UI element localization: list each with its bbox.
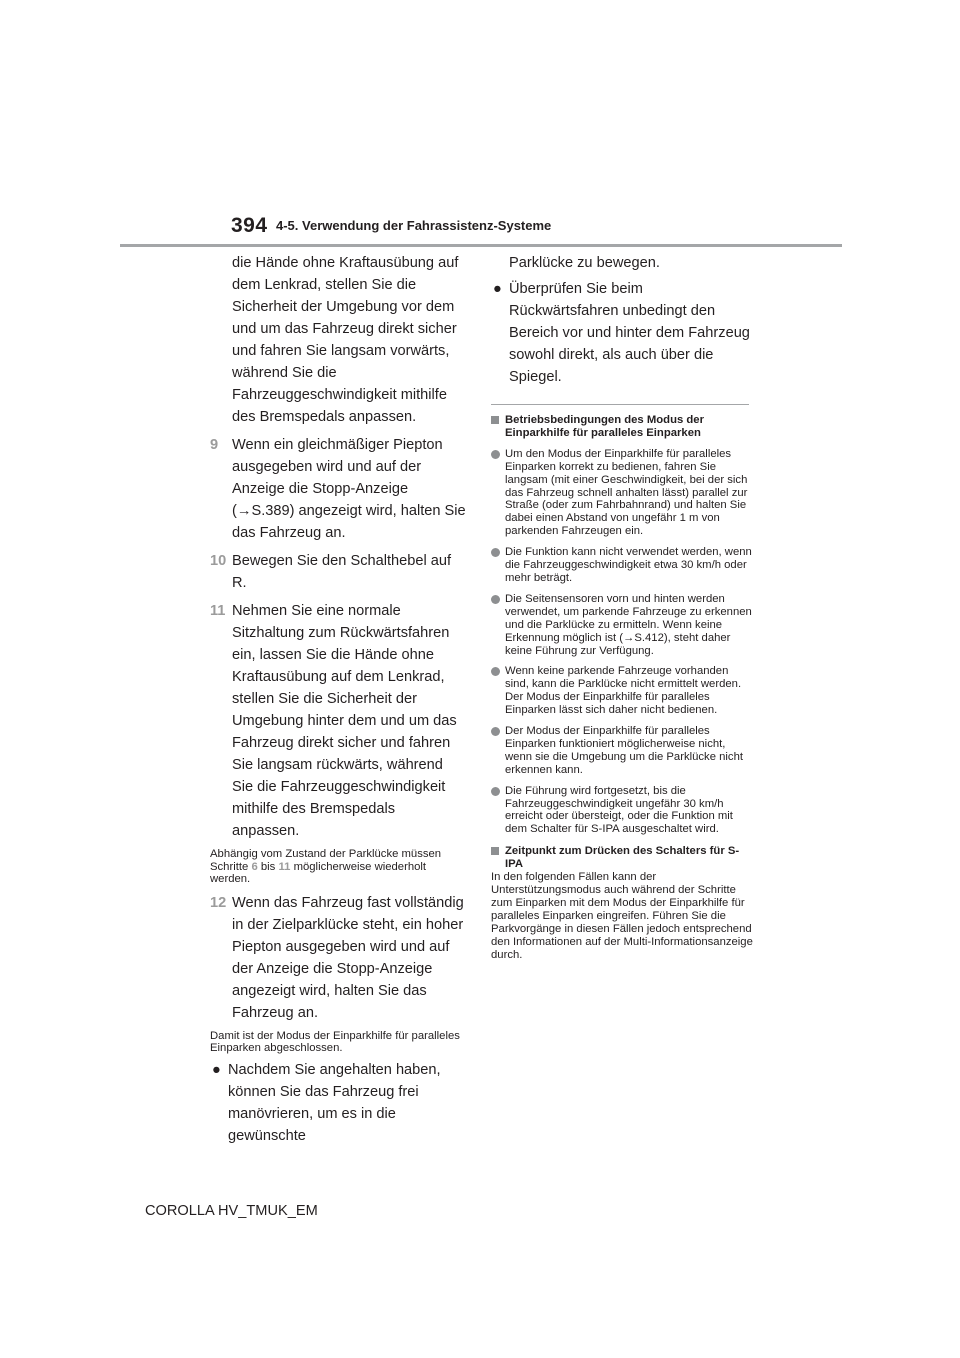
page-number: 394	[231, 214, 268, 237]
list-item-text: Der Modus der Einparkhilfe für paralleles Einparken funktioniert möglicherweise nicht, wenn sie die Umgebung um die Parklücke nicht erkennen kann.	[505, 725, 743, 776]
list-item-text: Um den Modus der Einparkhilfe für paralleles Einparken korrekt zu bedienen, fahren Sie langsam (mit einer Geschwindigkeit, bei der sich das Fahrzeug schnell anhalten lässt) parallel zur Straße (oder zum Fahrbahnrand) und halten Sie dabei einen Abstand von ungefähr 1 m von parkenden Fahrzeugen ein.	[505, 447, 748, 538]
step-11	[210, 600, 466, 842]
body-text: In den folgenden Fällen kann der Unterstützungsmodus auch während der Schritte zum Einparken mit dem Modus der Einparkhilfe für paralleles Einparken eingreifen. Führen Sie die Parkvorgänge in diesen Fällen jedoch entsprechend den Informationen auf der Multi-Informationsanzeige durch.	[491, 871, 753, 961]
step-12	[210, 892, 466, 1024]
note-text: Abhängig vom Zustand der Parklücke müssen Schritte	[210, 848, 442, 873]
left-column	[210, 252, 466, 1147]
bullet-icon: ●	[493, 281, 502, 297]
heading-text: Betriebsbedingungen des Modus der Einparkhilfe für paralleles Einparken	[505, 414, 704, 439]
step-number: 11	[210, 603, 226, 619]
bullet-icon: ●	[212, 1061, 221, 1078]
list-item	[491, 665, 753, 717]
list-item-text: Die Funktion kann nicht verwendet werden, wenn die Fahrzeuggeschwindigkeit etwa 30 km/h oder mehr beträgt.	[505, 546, 752, 584]
heading-text: Zeitpunkt zum Drücken des Schalters für S-IPA	[505, 845, 740, 871]
divider	[491, 404, 749, 405]
square-bullet-icon	[491, 416, 499, 424]
list-item	[491, 448, 753, 538]
step-9	[210, 434, 466, 544]
list-item-text: Die Führung wird fortgesetzt, bis die Fahrzeuggeschwindigkeit ungefähr 30 km/h erreicht oder übersteigt, oder die Funktion mit dem Schalter für S-IPA ausgeschaltet wird.	[505, 784, 733, 836]
step-text: Wenn ein gleichmäßiger Piepton ausgegeben wird und auf der Anzeige die Stopp-Anzeige (→S.389) angezeigt wird, halten Sie das Fahrzeug an.	[232, 437, 466, 541]
note-repeat-steps	[210, 848, 466, 886]
list-item	[491, 546, 753, 585]
dot-icon	[491, 548, 500, 557]
step-text: Bewegen Sie den Schalthebel auf R.	[232, 553, 452, 591]
footer-model: COROLLA HV_TMUK_EM	[145, 1203, 318, 1219]
step-10	[210, 550, 466, 594]
step-number: 9	[210, 437, 219, 453]
continuation-text: Parklücke zu bewegen.	[509, 255, 660, 271]
step-ref: 6	[251, 860, 258, 873]
bullet-item	[210, 1059, 466, 1147]
step-text: Wenn das Fahrzeug fast vollständig in der Zielparklücke steht, ein hoher Piepton ausgegeben wird und auf der Anzeige die Stopp-Anzeige angezeigt wird, halten Sie das Fahrzeug an.	[232, 894, 464, 1021]
step-number: 12	[210, 894, 227, 911]
list-item	[491, 785, 753, 837]
bullet-item	[491, 278, 753, 388]
bullet-text: Überprüfen Sie beim Rückwärtsfahren unbedingt den Bereich vor und hinter dem Fahrzeug sowohl direkt, als auch über die Spiegel.	[509, 281, 750, 385]
list-item-text: Die Seitensensoren vorn und hinten werden verwendet, um parkende Fahrzeuge zu erkennen und die Parklücke zu ermitteln. Wenn keine Erkennung möglich ist (→S.412), steht daher keine Führung zur Verfügung.	[505, 592, 752, 657]
list-item	[491, 593, 753, 658]
list-item-text: Wenn keine parkende Fahrzeuge vorhanden sind, kann die Parklücke nicht ermittelt werden. Der Modus der Einparkhilfe für paralleles Einparken lässt sich daher nicht bedienen.	[505, 665, 742, 717]
header-rule	[120, 244, 842, 247]
continuation-text: die Hände ohne Kraftausübung auf dem Lenkrad, stellen Sie die Sicherheit der Umgebung vor dem und um das Fahrzeug direkt sicher und fahren Sie langsam vorwärts, während Sie die Fahrzeuggeschwindigkeit mithilfe des Bremspedals anpassen.	[232, 255, 459, 425]
step-text: Nehmen Sie eine normale Sitzhaltung zum Rückwärtsfahren ein, lassen Sie die Hände ohne Kraftausübung auf dem Lenkrad, stellen Sie die Sicherheit der Umgebung hinter dem und um das Fahrzeug direkt sicher und fahren Sie langsam rückwärts, während Sie die Fahrzeuggeschwindigkeit mithilfe des Bremspedals anpassen.	[232, 603, 457, 839]
dot-icon	[491, 450, 500, 459]
heading-switch-timing	[491, 845, 753, 871]
step-number: 10	[210, 553, 227, 569]
square-bullet-icon	[491, 847, 499, 855]
note-text: bis	[260, 860, 276, 873]
heading-operating-conditions	[491, 414, 753, 440]
dot-icon	[491, 595, 500, 604]
right-column	[491, 252, 753, 961]
dot-icon	[491, 667, 500, 676]
note-completed: Damit ist der Modus der Einparkhilfe für paralleles Einparken abgeschlossen.	[210, 1029, 460, 1055]
bullet-text: Nachdem Sie angehalten haben, können Sie das Fahrzeug frei manövrieren, um es in die gewünschte	[228, 1061, 441, 1144]
dot-icon	[491, 787, 500, 796]
step-ref: 11	[278, 860, 291, 873]
list-item	[491, 725, 753, 777]
note-text: möglicherweise wiederholt werden.	[210, 860, 427, 886]
section-title: 4-5. Verwendung der Fahrassistenz-Systeme	[276, 218, 552, 233]
dot-icon	[491, 727, 500, 736]
